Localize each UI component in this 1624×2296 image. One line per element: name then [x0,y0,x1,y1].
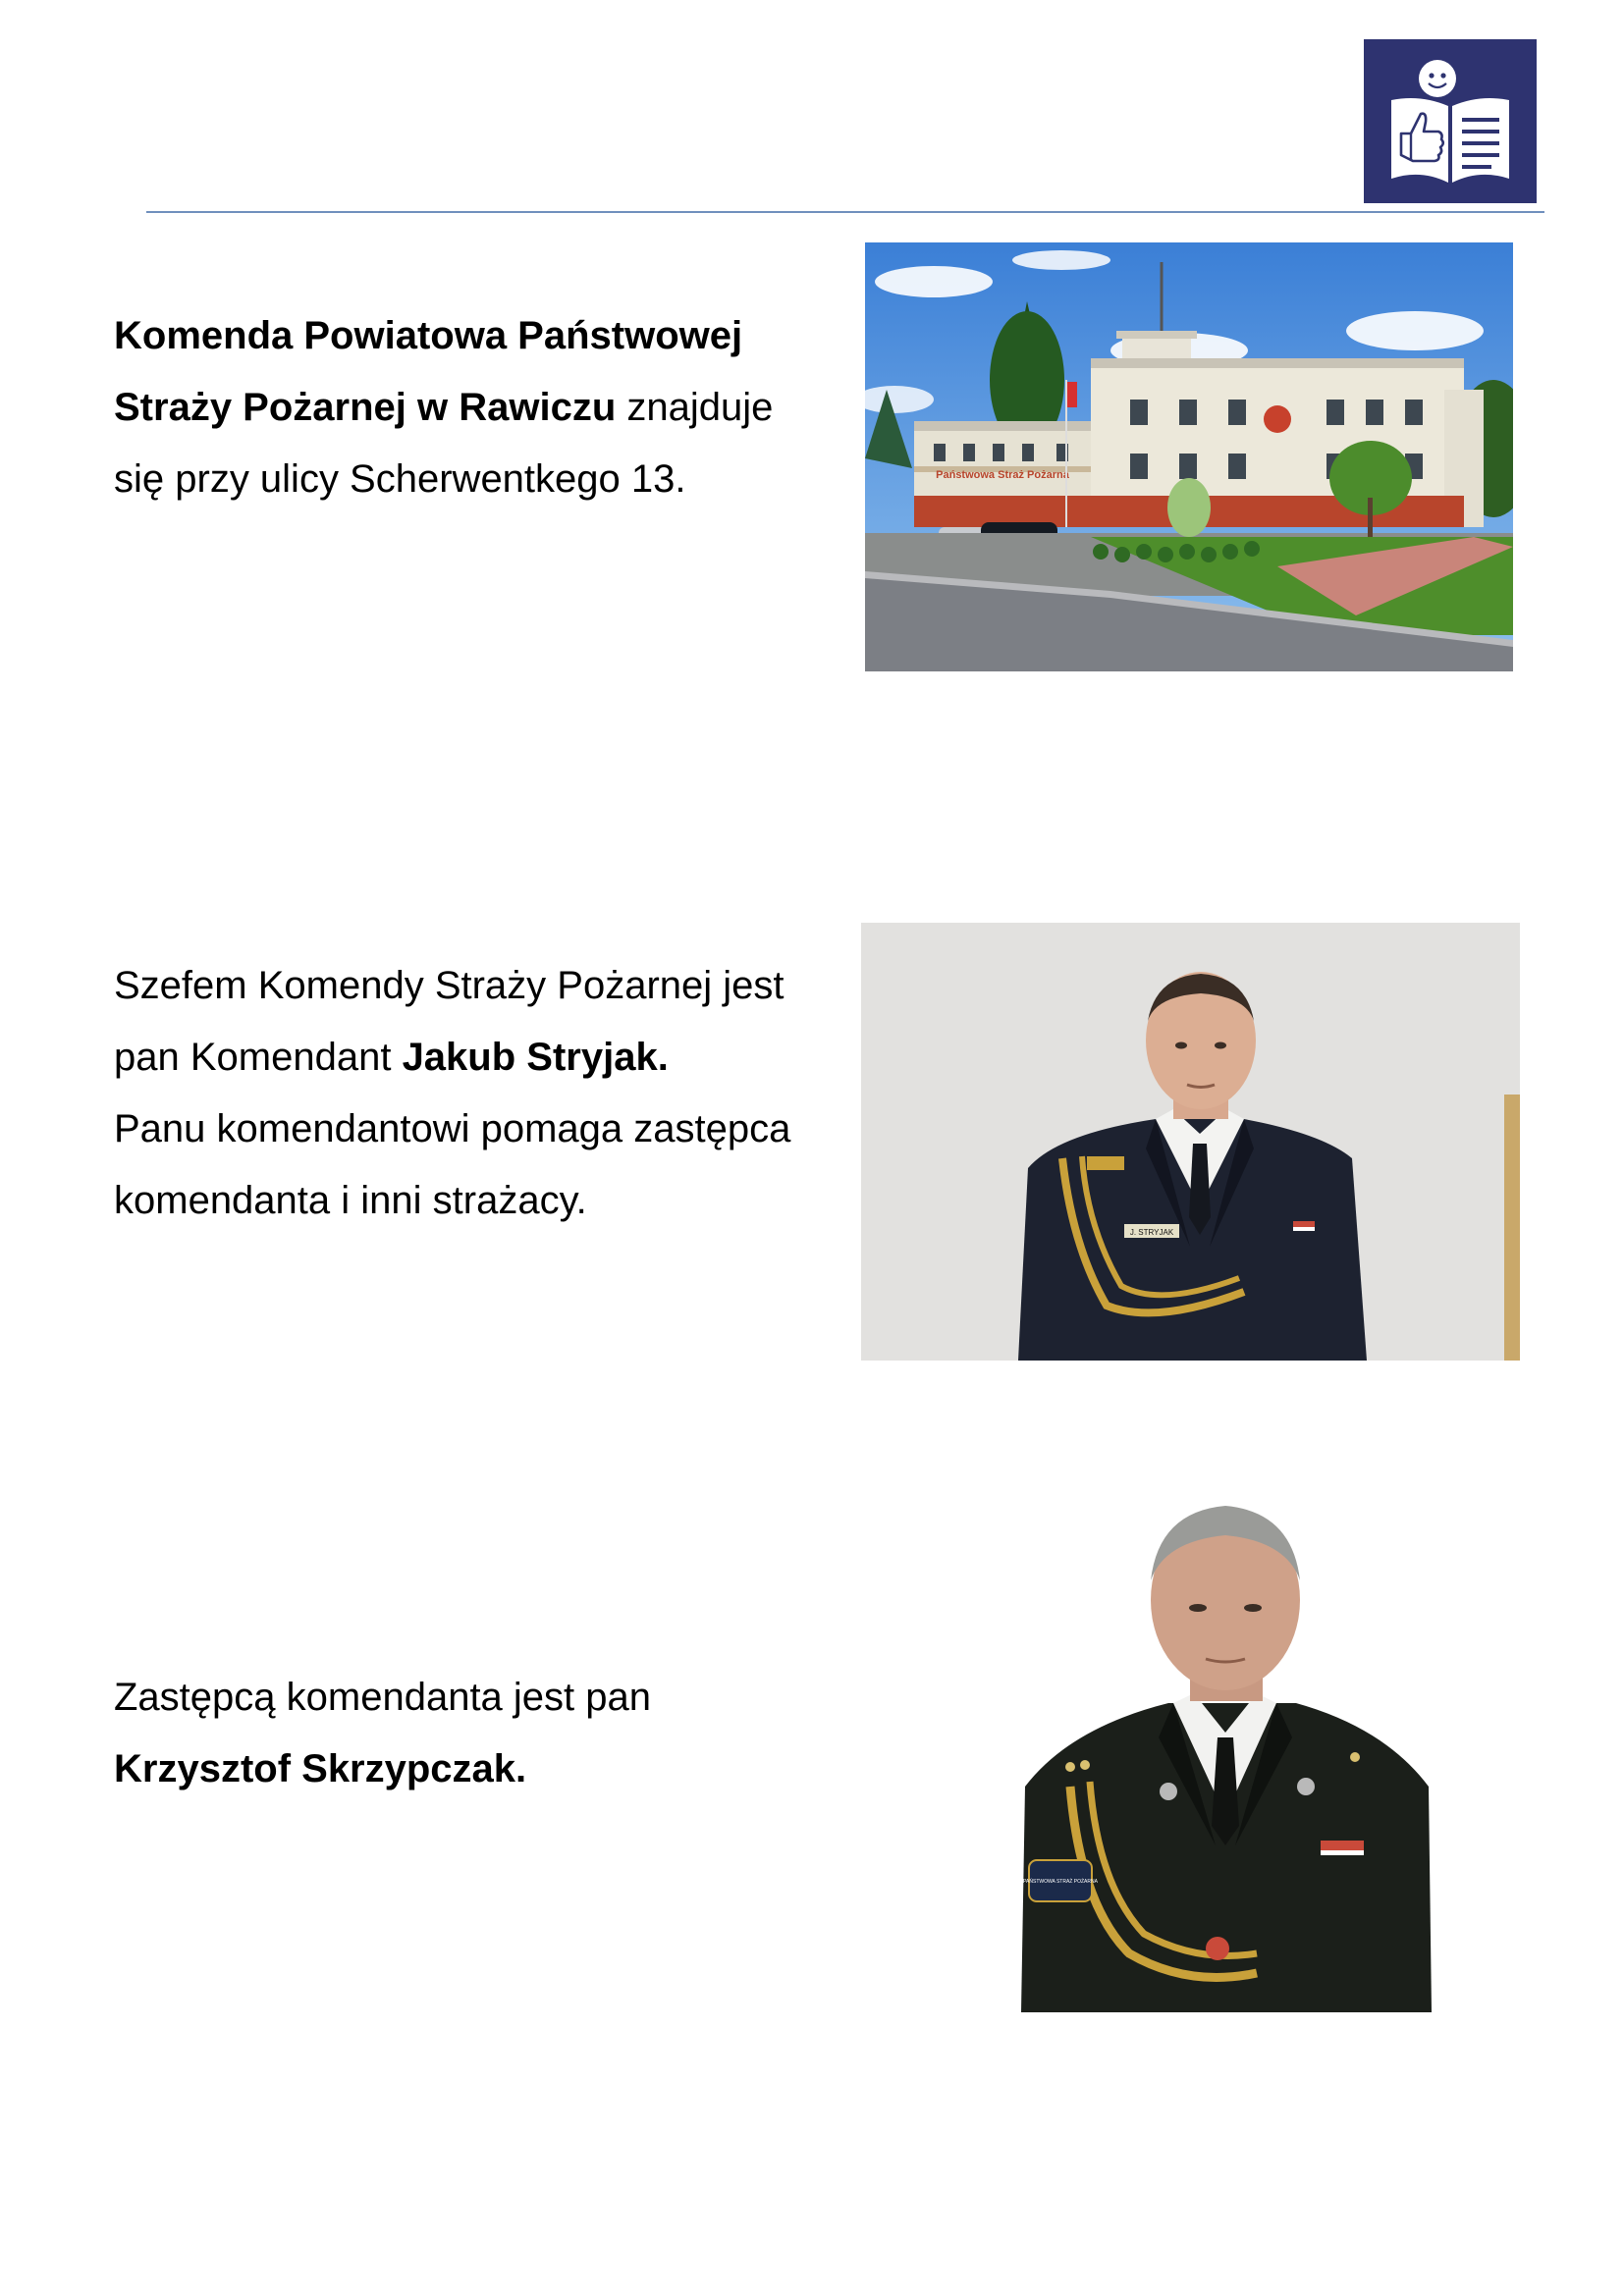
commander-portrait-photo [861,923,1520,1361]
location-text-continuation: znajduje [616,386,774,429]
sleeve-patch-text: PAŃSTWOWA STRAŻ POŻARNA [1023,1879,1098,1885]
address-line: się przy ulicy Scherwentkego 13. [114,457,686,501]
deputy-help-line: Panu komendantowi pomaga zastępca [114,1107,791,1150]
commander-name-badge: J. STRYJAK [1129,1228,1174,1237]
headquarters-name-line1: Komenda Powiatowa Państwowej [114,314,743,357]
deputy-intro-line: Zastępcą komendanta jest pan [114,1676,652,1719]
commander-title-text: pan Komendant [114,1036,403,1079]
commander-intro-line: Szefem Komendy Straży Pożarnej jest [114,964,785,1007]
header-divider [146,211,1544,213]
station-sign-text: Państwowa Straż Pożarna [936,469,1069,481]
location-paragraph [114,300,773,515]
commander-name: Jakub Stryjak. [402,1036,669,1079]
deputy-paragraph [114,1662,651,1805]
commander-paragraph [114,950,790,1237]
fire-station-building-photo [865,242,1513,671]
headquarters-name-line2: Straży Pożarnej w Rawiczu [114,386,617,429]
staff-line: komendanta i inni strażacy. [114,1179,587,1222]
easy-to-read-logo-icon [1364,39,1537,203]
deputy-name: Krzysztof Skrzypczak. [114,1747,527,1790]
deputy-commander-portrait-photo [1011,1492,1443,2012]
